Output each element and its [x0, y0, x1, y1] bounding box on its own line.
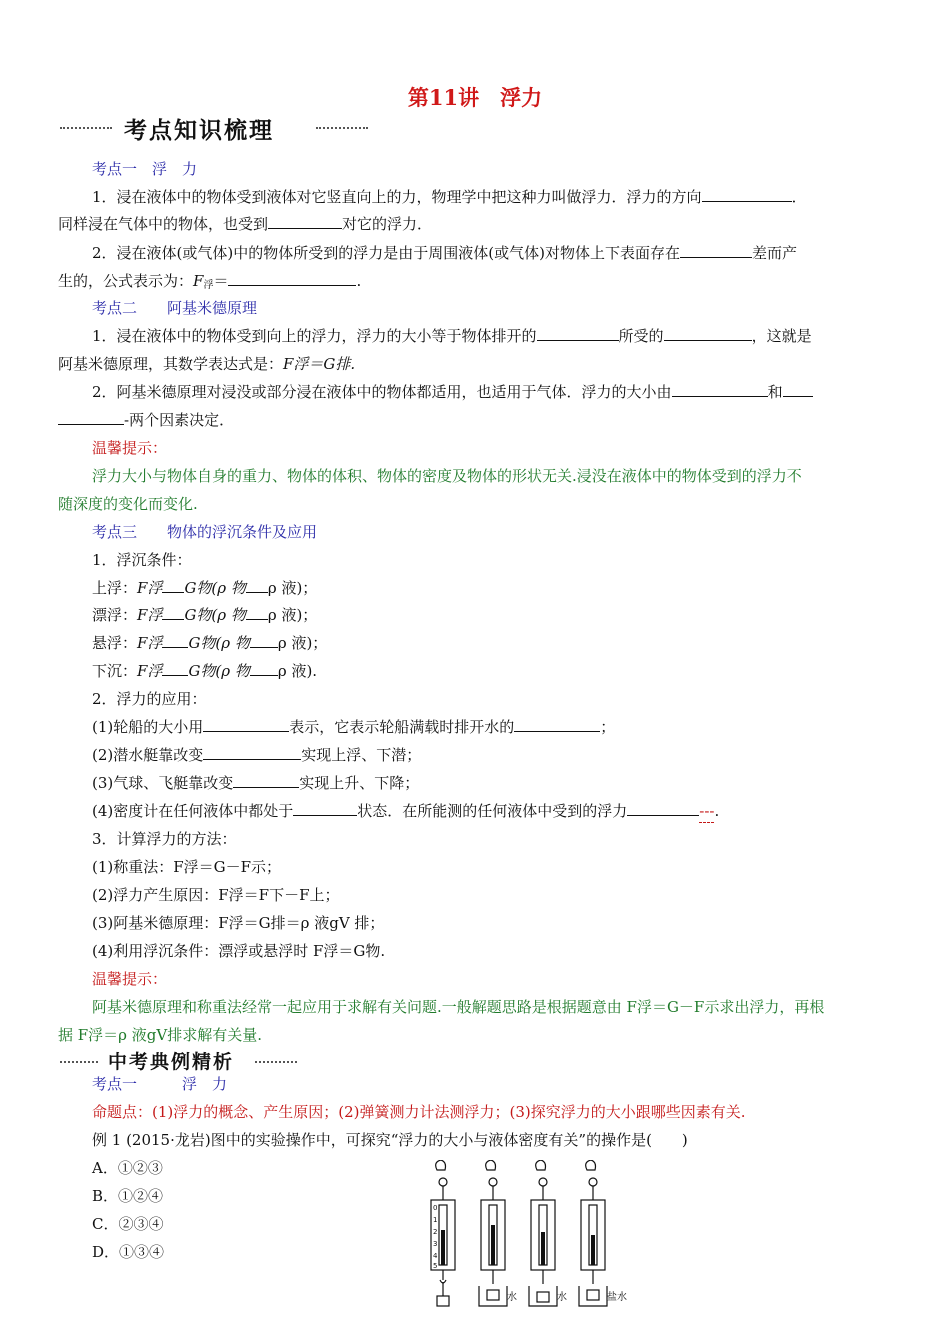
applications-heading: 2．浮力的应用：: [92, 690, 207, 708]
fig-label-water-1: 水: [507, 1292, 517, 1303]
option-a: A．①②③: [92, 1159, 163, 1177]
option-b: B．①②④: [92, 1187, 164, 1205]
scale-indicator: [591, 1235, 595, 1265]
calc-methods-heading: 3．计算浮力的方法：: [92, 830, 237, 848]
svg-text:5: 5: [433, 1262, 438, 1270]
page-title: 第11讲 浮力: [407, 85, 543, 110]
topic-3-heading: 考点三 物体的浮沉条件及应用: [92, 523, 318, 541]
tip-1-heading: 温馨提示：: [92, 439, 168, 457]
section-divider-left: [60, 127, 112, 129]
float-condition-row: 漂浮：F浮 G物(ρ 物 ρ 液)；: [92, 606, 318, 624]
calc-method-1: (1)称重法：F浮＝G－F示；: [92, 858, 282, 876]
section-divider-left: [60, 1061, 98, 1063]
option-c: C．②③④: [92, 1215, 164, 1233]
scale-indicator: [541, 1232, 545, 1265]
svg-text:4: 4: [433, 1252, 438, 1260]
example-topic-line: 命题点：(1)浮力的概念、产生原因；(2)弹簧测力计法测浮力；(3)探究浮力的大小跟哪些因素有关.: [92, 1103, 746, 1121]
tip-2-line2: 据 F浮＝ρ 液gV排求解有关量.: [58, 1026, 262, 1044]
svg-text:0: 0: [433, 1204, 438, 1212]
fig-label-water-2: 水: [557, 1292, 567, 1303]
float-condition-row: 悬浮：F浮 G物(ρ 物 ρ 液)；: [92, 634, 328, 652]
section-header-examples: 中考典例精析: [108, 1051, 235, 1073]
k1-para1-line1: 1．浸在液体中的物体受到液体对它竖直向上的力，物理学中把这种力叫做浮力．浮力的方向 ．: [92, 188, 807, 206]
calc-method-4: (4)利用浮沉条件：漂浮或悬浮时 F浮＝G物.: [92, 942, 386, 960]
calc-method-3: (3)阿基米德原理：F浮＝G排＝ρ 液gV 排；: [92, 914, 385, 932]
example-topic-heading: 考点一 浮 力: [92, 1075, 228, 1093]
k2-para2-line1: 2．阿基米德原理对浸没或部分浸在液体中的物体都适用，也适用于气体．浮力的大小由 和: [92, 381, 813, 403]
application-2: (2)潜水艇靠改变 实现上浮、下潜；: [92, 746, 422, 764]
topic-2-heading: 考点二 阿基米德原理: [92, 299, 258, 317]
tip-1-line1: 浮力大小与物体自身的重力、物体的体积、物体的密度及物体的形状无关.浸没在液体中的物体受到的浮力不: [92, 467, 802, 485]
k2-para2-line2: -两个因素决定．: [58, 409, 234, 431]
k2-para1-line1: 1．浸在液体中的物体受到向上的浮力，浮力的大小等于物体排开的 所受的 ，这就是: [92, 327, 812, 345]
calc-method-2: (2)浮力产生原因：F浮＝F下－F上；: [92, 886, 340, 904]
k1-para1-line2: 同样浸在气体中的物体，也受到 对它的浮力．: [58, 215, 433, 233]
option-d: D．①③④: [92, 1243, 165, 1261]
example-question: 例 1 (2015·龙岩)图中的实验操作中，可探究“浮力的大小与液体密度有关”的操作是( ): [92, 1131, 688, 1149]
k2-para1-line2: 阿基米德原理，其数学表达式是：F浮＝G排.: [58, 355, 356, 373]
svg-text:3: 3: [433, 1240, 438, 1248]
svg-text:1: 1: [433, 1216, 438, 1224]
tip-2-line1: 阿基米德原理和称重法经常一起应用于求解有关问题.一般解题思路是根据题意由 F浮＝G－F示求出浮力，再根: [92, 998, 825, 1016]
section-divider-right: [255, 1061, 297, 1063]
k1-para2-line1: 2．浸在液体(或气体)中的物体所受到的浮力是由于周围液体(或气体)对物体上下表面存在 差而产: [92, 244, 797, 262]
spring-scale-4: [579, 1160, 607, 1306]
svg-text:2: 2: [433, 1228, 438, 1236]
k1-para2-line2: 生的，公式表示为：$F_浮=$ .: [58, 272, 362, 291]
section-divider-right: [316, 127, 368, 129]
application-1: (1)轮船的大小用 表示，它表示轮船满载时排开水的 ；: [92, 718, 616, 736]
application-4: (4)密度计在任何液体中都处于 状态．在所能测的任何液体中受到的浮力 ---.: [92, 800, 719, 823]
tip-1-line2: 随深度的变化而变化.: [58, 495, 198, 513]
scale-indicator: [491, 1225, 495, 1265]
application-3: (3)气球、飞艇靠改变 实现上升、下降；: [92, 774, 420, 792]
topic-1-heading: 考点一 浮 力: [92, 160, 198, 178]
scale-indicator: [441, 1230, 445, 1265]
float-conditions-heading: 1．浮沉条件：: [92, 551, 192, 569]
fig-label-saltwater: 盐水: [607, 1292, 627, 1303]
spring-scale-figure: [415, 1160, 645, 1310]
float-condition-row: 上浮：F浮 G物(ρ 物 ρ 液)；: [92, 579, 318, 597]
tip-2-heading: 温馨提示：: [92, 970, 168, 988]
float-condition-row: 下沉：F浮 G物(ρ 物 ρ 液).: [92, 662, 318, 680]
section-header-knowledge: 考点知识梳理: [124, 118, 274, 144]
